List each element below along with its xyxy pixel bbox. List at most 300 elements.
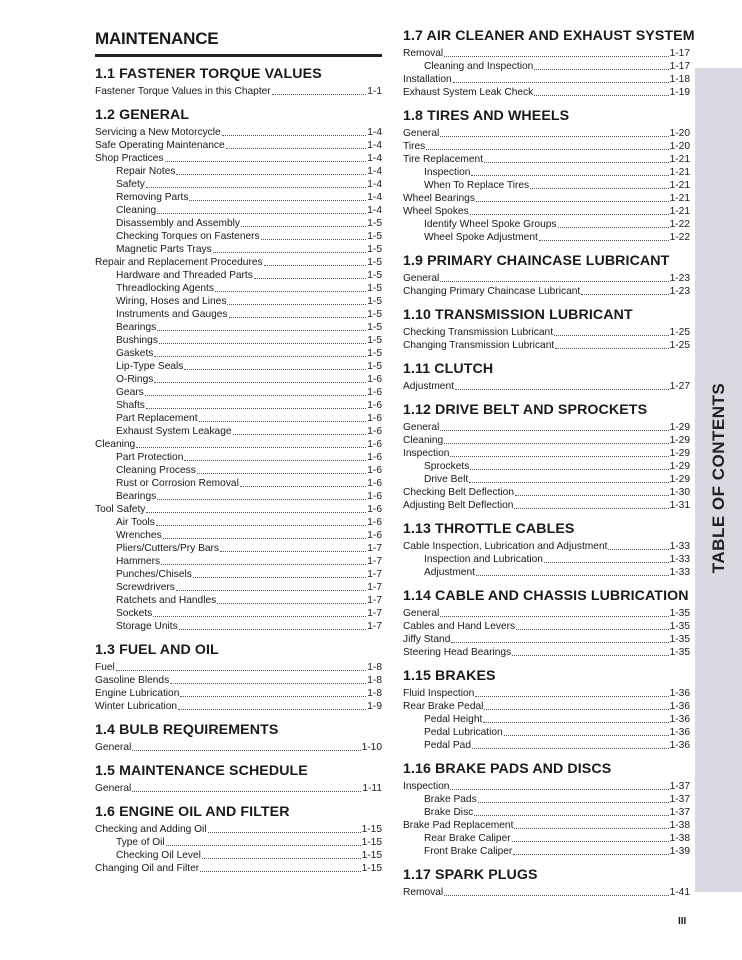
dot-leader (469, 473, 668, 483)
toc-entry[interactable] (403, 620, 690, 633)
toc-entry[interactable] (403, 713, 690, 726)
dot-leader (451, 633, 668, 643)
dot-leader (132, 782, 361, 792)
toc-entry-page: 1-21 (669, 206, 690, 217)
toc-entry-title: Bearings (116, 322, 157, 333)
toc-entry-title: Air Tools (116, 517, 155, 528)
toc-entry-title: Fastener Torque Values in this Chapter (95, 86, 271, 97)
toc-entry[interactable] (95, 568, 382, 581)
toc-entry[interactable] (95, 464, 382, 477)
toc-entry-page: 1-8 (367, 688, 382, 699)
toc-entry[interactable] (403, 447, 690, 460)
toc-entry-page: 1-5 (367, 283, 382, 294)
dot-leader (156, 516, 366, 526)
dot-leader (455, 380, 669, 390)
toc-entry[interactable] (403, 326, 690, 339)
dot-leader (229, 308, 367, 318)
toc-entry-title: Tires (403, 141, 426, 152)
toc-entry-page: 1-29 (669, 474, 690, 485)
section-heading: 1.16 BRAKE PADS AND DISCS (403, 761, 612, 777)
toc-entry[interactable] (95, 687, 382, 700)
toc-entry-page: 1-6 (367, 530, 382, 541)
dot-leader (444, 886, 668, 896)
toc-entry-title: Front Brake Caliper (424, 846, 513, 857)
dot-leader (474, 806, 668, 816)
toc-entry-title: Fluid Inspection (403, 688, 475, 699)
toc-entry-page: 1-20 (669, 128, 690, 139)
toc-entry-title: Cleaning Process (116, 465, 196, 476)
toc-entry[interactable] (403, 339, 690, 352)
toc-entry[interactable] (403, 421, 690, 434)
dot-leader (179, 620, 367, 630)
toc-entry[interactable] (95, 282, 382, 295)
toc-entry-title: Changing Primary Chaincase Lubricant (403, 286, 581, 297)
toc-entry[interactable] (403, 153, 690, 166)
toc-entry[interactable] (95, 836, 382, 849)
side-tab (695, 68, 742, 892)
page-title: MAINTENANCE (95, 29, 219, 48)
toc-entry-page: 1-7 (367, 608, 382, 619)
toc-entry[interactable] (403, 434, 690, 447)
toc-entry-title: Bearings (116, 491, 157, 502)
toc-entry-page: 1-6 (367, 413, 382, 424)
toc-entry-title: Removal (403, 48, 444, 59)
toc-entry-title: Screwdrivers (116, 582, 175, 593)
dot-leader (146, 399, 366, 409)
toc-entry-title: Inspection (424, 167, 471, 178)
toc-entry[interactable] (95, 386, 382, 399)
dot-leader (512, 646, 668, 656)
toc-entry[interactable] (403, 607, 690, 620)
toc-entry[interactable] (403, 566, 690, 579)
dot-leader (476, 192, 669, 202)
toc-entry-title: Safety (116, 179, 145, 190)
toc-entry-title: Jiffy Stand (403, 634, 451, 645)
dot-leader (217, 594, 366, 604)
toc-entry-title: Exhaust System Leak Check (403, 87, 534, 98)
dot-leader (534, 60, 668, 70)
toc-entry-page: 1-38 (669, 820, 690, 831)
toc-entry-page: 1-23 (669, 273, 690, 284)
toc-entry[interactable] (403, 86, 690, 99)
toc-entry-title: Sockets (116, 608, 153, 619)
dot-leader (514, 499, 668, 509)
toc-entry[interactable] (95, 700, 382, 713)
toc-entry-title: Drive Belt (424, 474, 469, 485)
toc-entry-page: 1-5 (367, 270, 382, 281)
dot-leader (450, 780, 668, 790)
toc-entry-title: Pedal Lubrication (424, 727, 503, 738)
toc-entry-page: 1-25 (669, 327, 690, 338)
toc-entry-title: Steering Head Bearings (403, 647, 512, 658)
dot-leader (161, 555, 366, 565)
toc-entry-page: 1-22 (669, 219, 690, 230)
toc-entry-page: 1-4 (367, 179, 382, 190)
toc-entry[interactable] (95, 741, 382, 754)
dot-leader (146, 178, 366, 188)
dot-leader (530, 179, 668, 189)
toc-entry[interactable] (95, 85, 382, 98)
dot-leader (199, 412, 367, 422)
dot-leader (515, 486, 669, 496)
toc-entry-page: 1-21 (669, 180, 690, 191)
toc-entry[interactable] (403, 166, 690, 179)
toc-entry-title: Gaskets (116, 348, 154, 359)
toc-entry-title: Brake Pads (424, 794, 477, 805)
toc-entry[interactable] (403, 205, 690, 218)
dot-leader (440, 272, 668, 282)
toc-entry[interactable] (403, 553, 690, 566)
toc-entry-title: Ratchets and Handles (116, 595, 217, 606)
toc-entry[interactable] (95, 862, 382, 875)
section-heading: 1.8 TIRES AND WHEELS (403, 108, 570, 124)
dot-leader (453, 73, 669, 83)
dot-leader (554, 326, 669, 336)
toc-entry-title: Wheel Spoke Adjustment (424, 232, 538, 243)
toc-entry-title: Safe Operating Maintenance (95, 140, 225, 151)
toc-entry-title: Shafts (116, 400, 145, 411)
toc-entry-title: Exhaust System Leakage (116, 426, 232, 437)
toc-entry-title: Inspection (403, 781, 450, 792)
dot-leader (163, 529, 367, 539)
toc-entry-title: General (95, 783, 132, 794)
dot-leader (471, 166, 668, 176)
dot-leader (202, 849, 361, 859)
toc-entry-title: Gasoline Blends (95, 675, 170, 686)
toc-entry-page: 1-6 (367, 400, 382, 411)
toc-entry-title: Checking and Adding Oil (95, 824, 207, 835)
toc-entry-page: 1-21 (669, 167, 690, 178)
toc-entry-page: 1-5 (367, 322, 382, 333)
dot-leader (261, 230, 367, 240)
toc-entry-title: Checking Transmission Lubricant (403, 327, 554, 338)
dot-leader (213, 243, 367, 253)
dot-leader (157, 204, 366, 214)
toc-entry-title: Magnetic Parts Trays (116, 244, 212, 255)
section-heading: 1.5 MAINTENANCE SCHEDULE (95, 763, 308, 779)
dot-leader (264, 256, 367, 266)
dot-leader (227, 295, 366, 305)
dot-leader (581, 285, 668, 295)
toc-entry[interactable] (95, 782, 382, 795)
dot-leader (470, 460, 668, 470)
toc-entry-page: 1-7 (367, 582, 382, 593)
toc-entry[interactable] (95, 529, 382, 542)
toc-entry-page: 1-6 (367, 426, 382, 437)
toc-entry[interactable] (95, 217, 382, 230)
dot-leader (444, 47, 668, 57)
toc-entry-title: General (403, 128, 440, 139)
toc-entry[interactable] (95, 490, 382, 503)
toc-entry-page: 1-6 (367, 478, 382, 489)
toc-entry-title: Fuel (95, 662, 115, 673)
toc-entry-page: 1-36 (669, 727, 690, 738)
toc-entry-title: General (403, 273, 440, 284)
toc-entry-title: Changing Transmission Lubricant (403, 340, 555, 351)
toc-entry[interactable] (95, 399, 382, 412)
toc-entry-title: Gears (116, 387, 144, 398)
toc-entry[interactable] (95, 849, 382, 862)
toc-entry-page: 1-15 (361, 850, 382, 861)
toc-entry-title: Checking Belt Deflection (403, 487, 514, 498)
toc-entry[interactable] (95, 503, 382, 516)
dot-leader (450, 447, 668, 457)
toc-entry-title: Checking Torques on Fasteners (116, 231, 260, 242)
dot-leader (180, 687, 366, 697)
toc-entry-title: Hardware and Threaded Parts (116, 270, 253, 281)
toc-entry-title: Instruments and Gauges (116, 309, 228, 320)
toc-entry[interactable] (95, 516, 382, 529)
toc-entry[interactable] (403, 780, 690, 793)
toc-entry[interactable] (403, 806, 690, 819)
toc-entry[interactable] (403, 140, 690, 153)
toc-entry-title: Inspection (403, 448, 450, 459)
toc-entry[interactable] (403, 272, 690, 285)
toc-entry[interactable] (95, 308, 382, 321)
toc-entry[interactable] (403, 540, 690, 553)
toc-entry-title: Tool Safety (95, 504, 146, 515)
toc-entry-page: 1-5 (367, 231, 382, 242)
toc-entry-page: 1-5 (367, 257, 382, 268)
toc-entry[interactable] (95, 347, 382, 360)
toc-entry[interactable] (403, 845, 690, 858)
section-heading: 1.4 BULB REQUIREMENTS (95, 722, 279, 738)
toc-entry-page: 1-6 (367, 374, 382, 385)
toc-entry-page: 1-5 (367, 335, 382, 346)
toc-entry[interactable] (95, 581, 382, 594)
dot-leader (153, 607, 366, 617)
section-heading: 1.17 SPARK PLUGS (403, 867, 538, 883)
section-heading: 1.3 FUEL AND OIL (95, 642, 219, 658)
toc-entry-title: Type of Oil (116, 837, 165, 848)
toc-entry[interactable] (403, 646, 690, 659)
toc-entry-page: 1-4 (367, 140, 382, 151)
dot-leader (176, 165, 366, 175)
toc-entry[interactable] (403, 832, 690, 845)
dot-leader (608, 540, 668, 550)
dot-leader (146, 503, 366, 513)
toc-entry-title: Removal (403, 887, 444, 898)
toc-entry[interactable] (403, 633, 690, 646)
toc-entry[interactable] (403, 886, 690, 899)
toc-entry[interactable] (95, 152, 382, 165)
toc-entry-page: 1-41 (669, 887, 690, 898)
toc-entry-title: Disassembly and Assembly (116, 218, 240, 229)
toc-entry[interactable] (403, 726, 690, 739)
dot-leader (193, 568, 366, 578)
dot-leader (440, 607, 668, 617)
toc-entry[interactable] (403, 285, 690, 298)
toc-entry-page: 1-6 (367, 491, 382, 502)
dot-leader (154, 373, 366, 383)
toc-entry-title: Cables and Hand Levers (403, 621, 516, 632)
dot-leader (184, 360, 366, 370)
toc-entry-page: 1-17 (669, 61, 690, 72)
dot-leader (233, 425, 367, 435)
toc-entry-title: Cleaning and Inspection (424, 61, 534, 72)
toc-entry-page: 1-21 (669, 193, 690, 204)
dot-leader (145, 386, 367, 396)
toc-entry-page: 1-22 (669, 232, 690, 243)
toc-entry-page: 1-18 (669, 74, 690, 85)
dot-leader (444, 434, 668, 444)
toc-entry-page: 1-6 (367, 465, 382, 476)
toc-entry[interactable] (95, 477, 382, 490)
toc-entry-page: 1-19 (669, 87, 690, 98)
toc-entry-title: When To Replace Tires (424, 180, 530, 191)
toc-entry[interactable] (403, 460, 690, 473)
toc-entry-title: Rear Brake Caliper (424, 833, 511, 844)
toc-entry[interactable] (95, 269, 382, 282)
dot-leader (220, 542, 366, 552)
toc-entry[interactable] (403, 127, 690, 140)
toc-entry[interactable] (403, 499, 690, 512)
dot-leader (544, 553, 669, 563)
toc-entry-page: 1-35 (669, 621, 690, 632)
toc-entry-page: 1-5 (367, 361, 382, 372)
toc-entry-page: 1-38 (669, 833, 690, 844)
toc-entry-title: Shop Practices (95, 153, 164, 164)
toc-entry[interactable] (403, 687, 690, 700)
toc-entry-title: Tire Replacement (403, 154, 484, 165)
toc-entry[interactable] (95, 334, 382, 347)
toc-entry-title: Engine Lubrication (95, 688, 180, 699)
toc-entry[interactable] (95, 165, 382, 178)
dot-leader (534, 86, 668, 96)
toc-entry-page: 1-4 (367, 153, 382, 164)
toc-entry[interactable] (95, 178, 382, 191)
dot-leader (184, 451, 366, 461)
toc-entry[interactable] (95, 542, 382, 555)
dot-leader (484, 153, 669, 163)
toc-entry[interactable] (403, 739, 690, 752)
toc-entry-title: Rust or Corrosion Removal (116, 478, 239, 489)
toc-entry-title: General (403, 422, 440, 433)
toc-entry-page: 1-5 (367, 296, 382, 307)
toc-entry-page: 1-23 (669, 286, 690, 297)
toc-entry[interactable] (403, 486, 690, 499)
toc-entry[interactable] (403, 819, 690, 832)
toc-entry[interactable] (95, 295, 382, 308)
toc-entry-title: Wheel Bearings (403, 193, 475, 204)
toc-entry[interactable] (95, 438, 382, 451)
toc-entry[interactable] (95, 191, 382, 204)
dot-leader (555, 339, 668, 349)
toc-entry-page: 1-36 (669, 701, 690, 712)
toc-entry[interactable] (95, 607, 382, 620)
toc-entry[interactable] (95, 620, 382, 633)
dot-leader (512, 832, 669, 842)
toc-entry[interactable] (95, 555, 382, 568)
page-number: III (678, 916, 687, 927)
toc-entry-page: 1-35 (669, 608, 690, 619)
toc-entry-page: 1-35 (669, 647, 690, 658)
dot-leader (475, 687, 668, 697)
toc-entry-title: Removing Parts (116, 192, 189, 203)
dot-leader (440, 127, 668, 137)
toc-entry[interactable] (403, 700, 690, 713)
toc-entry-title: Pedal Pad (424, 740, 472, 751)
section-heading: 1.10 TRANSMISSION LUBRICANT (403, 307, 633, 323)
dot-leader (241, 217, 366, 227)
toc-entry[interactable] (95, 661, 382, 674)
toc-entry[interactable] (403, 192, 690, 205)
toc-entry-page: 1-6 (367, 387, 382, 398)
section-heading: 1.13 THROTTLE CABLES (403, 521, 575, 537)
toc-entry-title: Cleaning (403, 435, 444, 446)
toc-entry[interactable] (95, 425, 382, 438)
section-heading: 1.7 AIR CLEANER AND EXHAUST SYSTEM (403, 28, 695, 44)
toc-entry[interactable] (95, 823, 382, 836)
dot-leader (132, 741, 360, 751)
toc-entry-page: 1-7 (367, 543, 382, 554)
toc-entry[interactable] (403, 60, 690, 73)
title-rule (95, 54, 382, 57)
toc-entry[interactable] (95, 594, 382, 607)
toc-entry[interactable] (95, 139, 382, 152)
toc-entry-page: 1-17 (669, 48, 690, 59)
toc-entry[interactable] (403, 380, 690, 393)
toc-entry[interactable] (95, 230, 382, 243)
dot-leader (272, 85, 367, 95)
toc-entry-title: Hammers (116, 556, 161, 567)
toc-entry[interactable] (95, 256, 382, 269)
dot-leader (514, 819, 668, 829)
dot-leader (516, 620, 668, 630)
toc-entry-title: General (403, 608, 440, 619)
toc-entry[interactable] (403, 47, 690, 60)
toc-entry-page: 1-6 (367, 504, 382, 515)
toc-column-left (95, 28, 382, 875)
dot-leader (136, 438, 366, 448)
toc-entry[interactable] (403, 73, 690, 86)
toc-entry[interactable] (95, 373, 382, 386)
toc-entry-page: 1-4 (367, 205, 382, 216)
toc-entry-page: 1-29 (669, 461, 690, 472)
section-heading: 1.14 CABLE AND CHASSIS LUBRICATION (403, 588, 689, 604)
toc-entry-page: 1-35 (669, 634, 690, 645)
toc-entry[interactable] (95, 321, 382, 334)
dot-leader (476, 566, 669, 576)
toc-entry-title: Servicing a New Motorcycle (95, 127, 221, 138)
dot-leader (116, 661, 366, 671)
toc-entry-title: Wiring, Hoses and Lines (116, 296, 227, 307)
toc-entry-page: 1-29 (669, 422, 690, 433)
toc-entry-title: Storage Units (116, 621, 178, 632)
toc-entry[interactable] (95, 451, 382, 464)
toc-entry-page: 1-31 (669, 500, 690, 511)
toc-entry[interactable] (403, 179, 690, 192)
toc-entry-title: Inspection and Lubrication (424, 554, 543, 565)
toc-entry[interactable] (95, 412, 382, 425)
toc-entry[interactable] (403, 473, 690, 486)
dot-leader (513, 845, 668, 855)
toc-entry[interactable] (95, 243, 382, 256)
toc-entry[interactable] (95, 126, 382, 139)
toc-entry[interactable] (95, 674, 382, 687)
toc-entry[interactable] (95, 360, 382, 373)
toc-entry[interactable] (403, 231, 690, 244)
dot-leader (226, 139, 367, 149)
toc-entry-page: 1-6 (367, 517, 382, 528)
toc-entry-page: 1-33 (669, 554, 690, 565)
toc-entry[interactable] (95, 204, 382, 217)
toc-entry-page: 1-36 (669, 714, 690, 725)
toc-entry[interactable] (403, 793, 690, 806)
dot-leader (426, 140, 668, 150)
toc-entry-page: 1-15 (361, 824, 382, 835)
toc-entry[interactable] (403, 218, 690, 231)
